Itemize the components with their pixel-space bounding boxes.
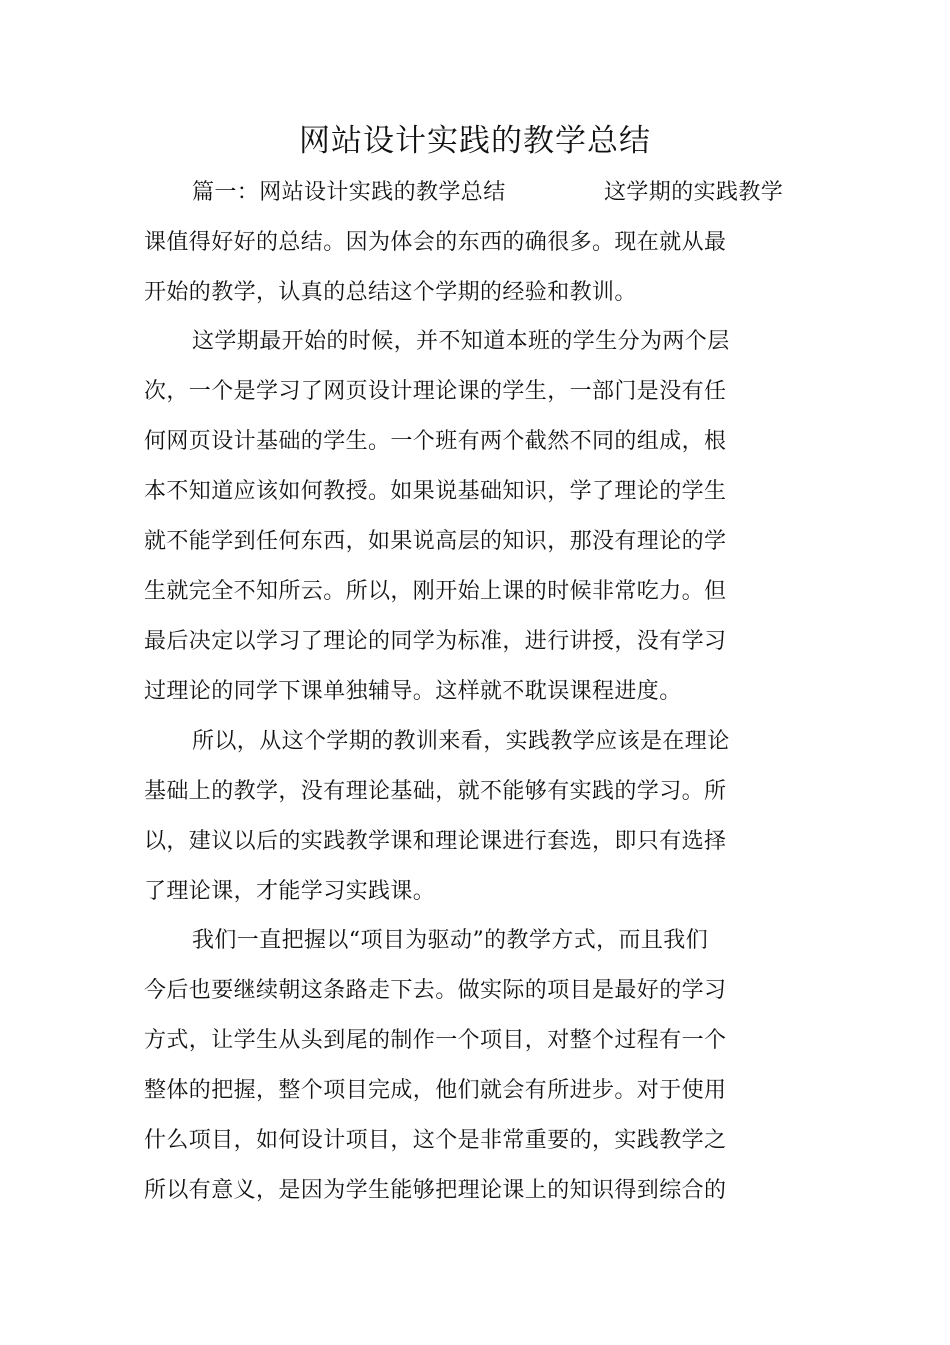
- paragraph-line: 何网页设计基础的学生。一个班有两个截然不同的组成，根: [144, 429, 727, 454]
- paragraph-line: 开始的教学，认真的总结这个学期的经验和教训。: [144, 280, 637, 305]
- paragraph-line: 本不知道应该如何教授。如果说基础知识，学了理论的学生: [144, 479, 727, 504]
- paragraph-line: 所以有意义，是因为学生能够把理论课上的知识得到综合的: [144, 1178, 727, 1203]
- paragraph-line: 生就完全不知所云。所以，刚开始上课的时候非常吃力。但: [144, 579, 727, 604]
- paragraph-line: 这学期最开始的时候，并不知道本班的学生分为两个层: [192, 329, 730, 354]
- paragraph-line-continuation: 这学期的实践教学: [604, 180, 784, 205]
- paragraph-line: 基础上的教学，没有理论基础，就不能够有实践的学习。所: [144, 779, 727, 804]
- paragraph-line: 就不能学到任何东西，如果说高层的知识，那没有理论的学: [144, 529, 727, 554]
- paragraph-line: 以，建议以后的实践教学课和理论课进行套选，即只有选择: [144, 829, 727, 854]
- paragraph-line: 过理论的同学下课单独辅导。这样就不耽误课程进度。: [144, 679, 682, 704]
- document-title: 网站设计实践的教学总结: [299, 123, 651, 159]
- paragraph-line: 什么项目，如何设计项目，这个是非常重要的，实践教学之: [144, 1128, 727, 1153]
- paragraph-line: 篇一：网站设计实践的教学总结: [192, 180, 506, 205]
- paragraph-line: 整体的把握，整个项目完成，他们就会有所进步。对于使用: [144, 1078, 727, 1103]
- paragraph-line: 了理论课，才能学习实践课。: [144, 879, 436, 904]
- paragraph-line: 最后决定以学习了理论的同学为标准，进行讲授，没有学习: [144, 629, 727, 654]
- paragraph-line: 今后也要继续朝这条路走下去。做实际的项目是最好的学习: [144, 978, 727, 1003]
- paragraph-line: 方式，让学生从头到尾的制作一个项目，对整个过程有一个: [144, 1028, 727, 1053]
- paragraph-line: 课值得好好的总结。因为体会的东西的确很多。现在就从最: [144, 230, 727, 255]
- paragraph-line: 我们一直把握以“项目为驱动”的教学方式，而且我们: [192, 928, 709, 953]
- paragraph-line: 次，一个是学习了网页设计理论课的学生，一部门是没有任: [144, 379, 727, 404]
- paragraph-line: 所以，从这个学期的教训来看，实践教学应该是在理论: [192, 729, 730, 754]
